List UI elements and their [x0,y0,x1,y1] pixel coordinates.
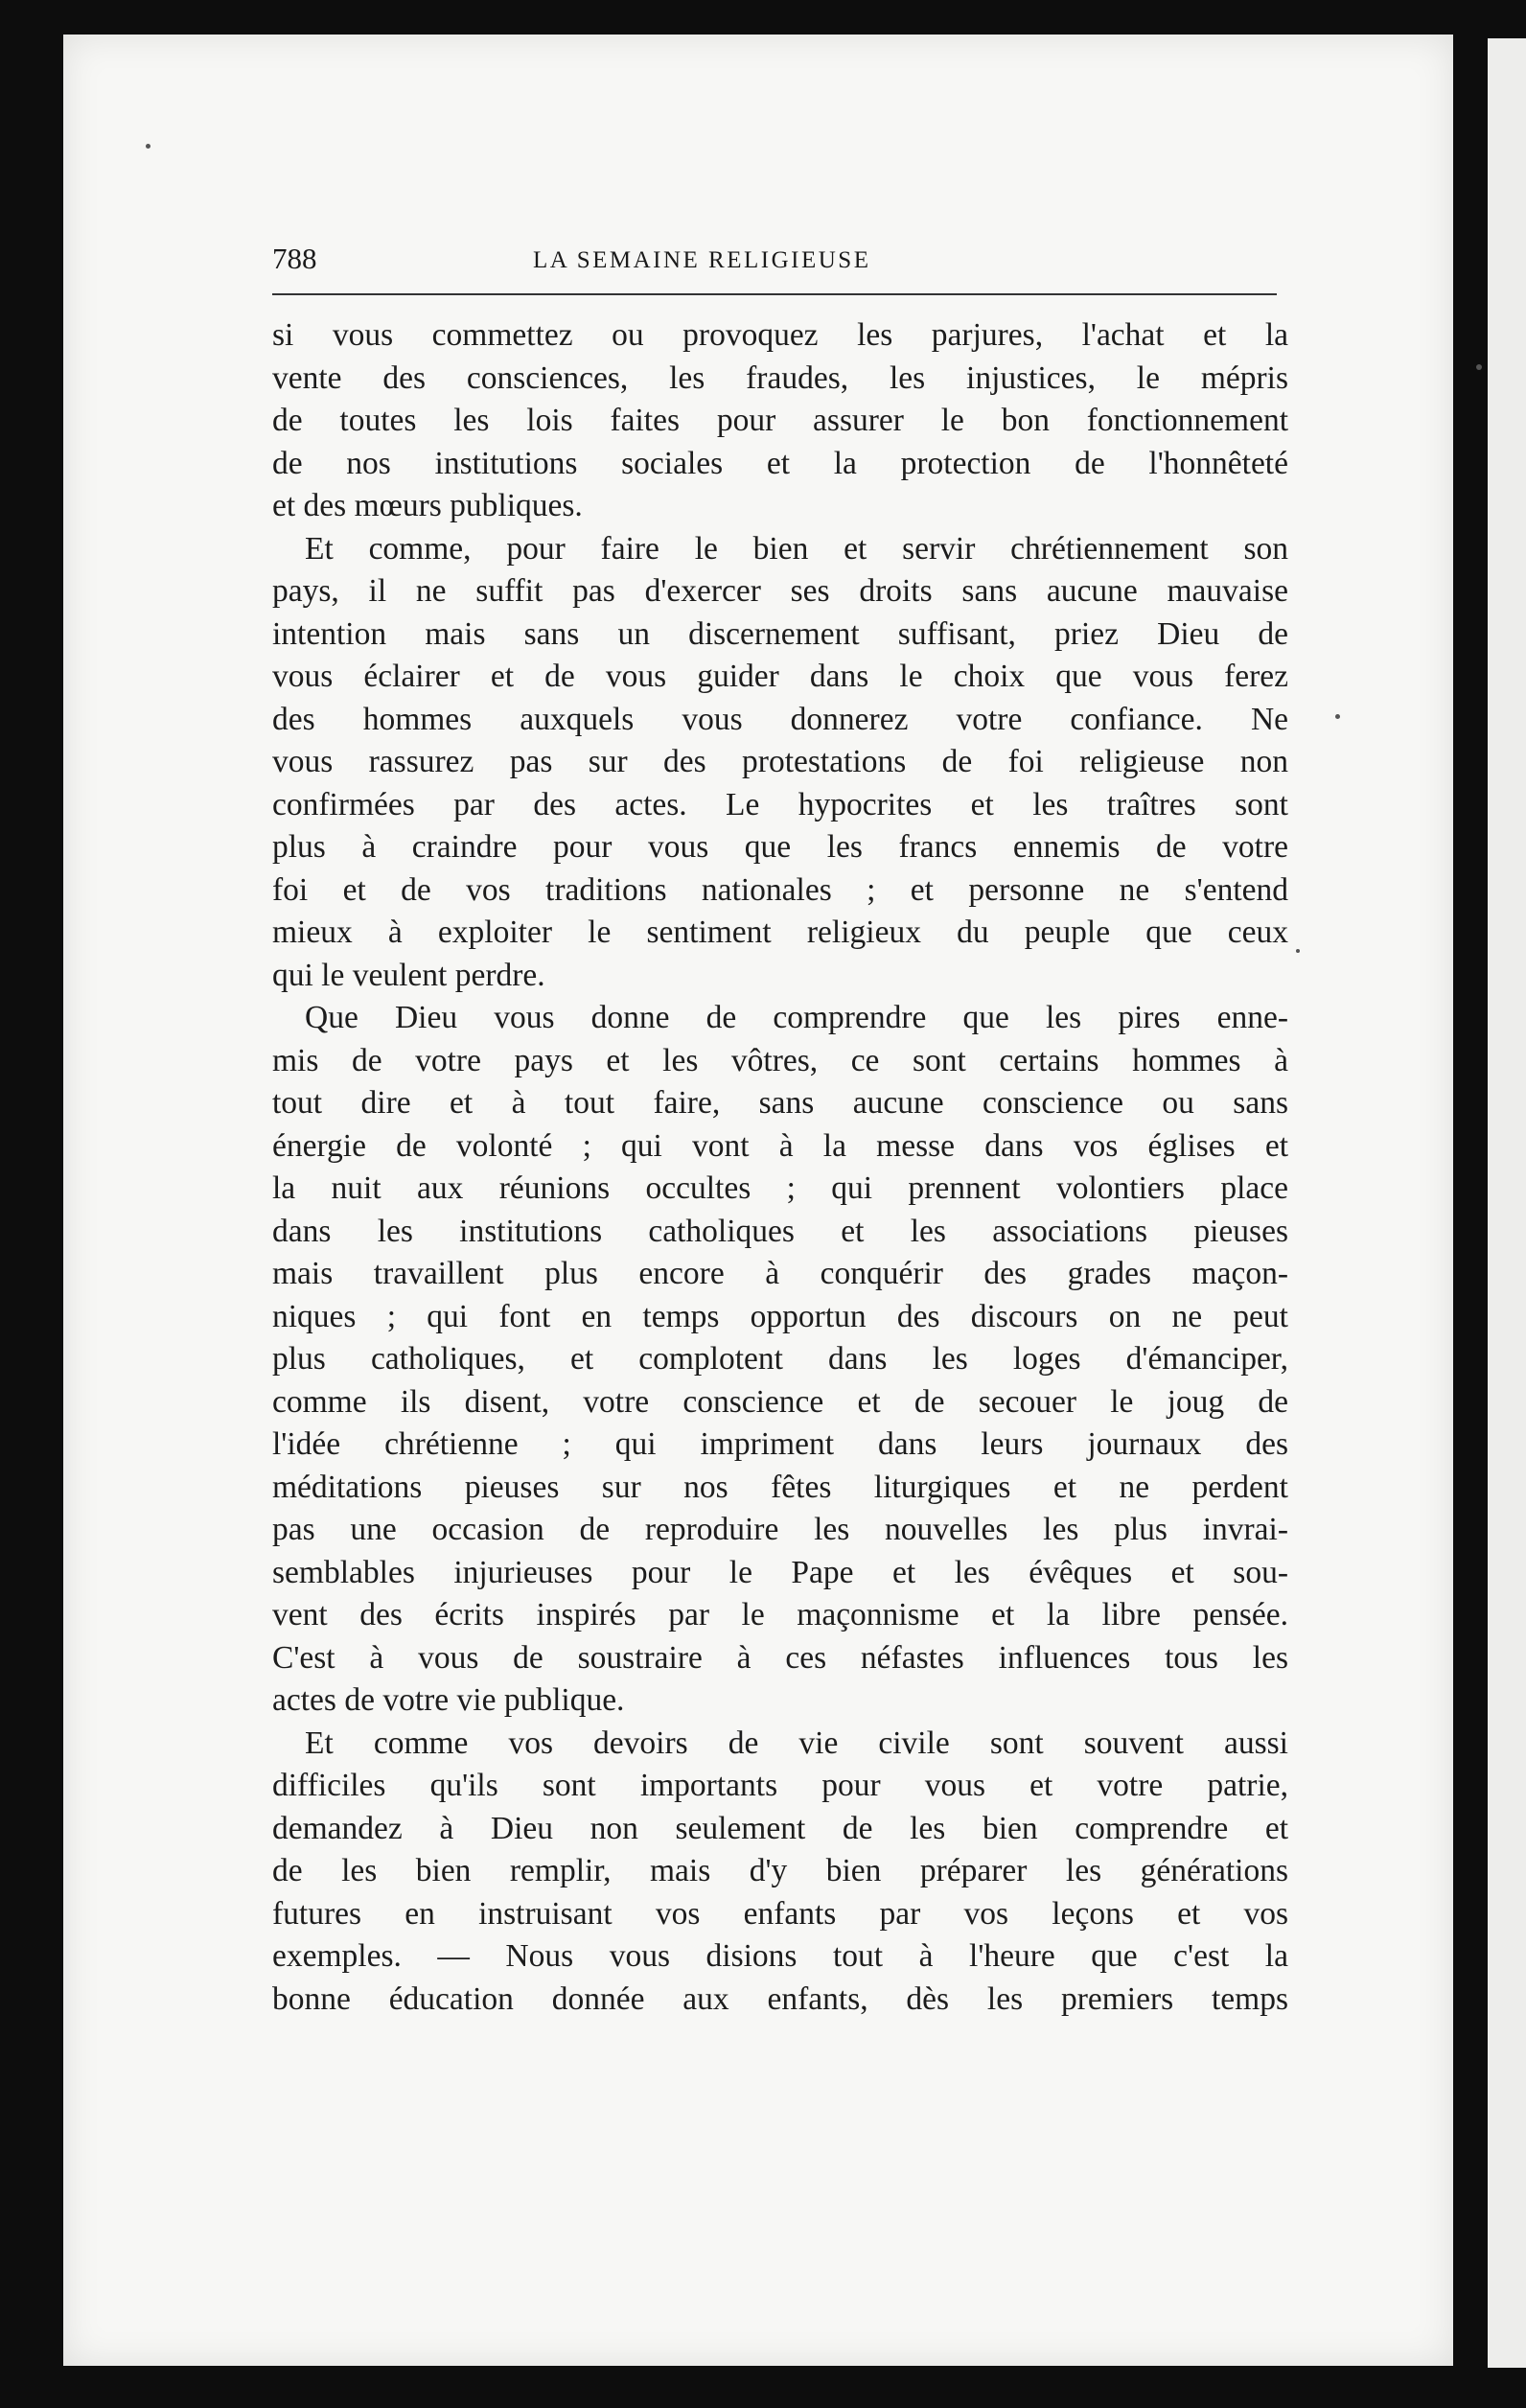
text-line: des hommes auxquels vous donnerez votre confiance. Ne [272,701,1288,737]
text-line: mieux à exploiter le sentiment religieux du peuple que ceux [272,915,1288,950]
text-line: vous rassurez pas sur des protestations de foi religieuse non [272,744,1288,779]
scan-speck [1476,364,1482,370]
text-line: plus catholiques, et complotent dans les loges d'émanciper, [272,1341,1288,1377]
text-line: de toutes les lois faites pour assurer le bon fonctionnement [272,403,1288,438]
text-line: Et comme vos devoirs de vie civile sont souvent aussi [305,1725,1288,1761]
text-line: vous éclairer et de vous guider dans le choix que vous ferez [272,659,1288,694]
paragraph [272,1723,1288,2022]
text-line: qui le veulent perdre. [272,957,545,993]
text-line: foi et de vos traditions nationales ; et personne ne s'entend [272,871,1288,908]
text-line: méditations pieuses sur nos fêtes liturgiques et ne perdent [272,1469,1288,1505]
scan-speck [1296,949,1300,953]
text-line: énergie de volonté ; qui vont à la messe dans vos églises et [272,1127,1288,1164]
text-line: C'est à vous de soustraire à ces néfastes influences tous les [272,1639,1288,1676]
text-line: dans les institutions catholiques et les associations pieuses [272,1213,1288,1249]
text-line: Que Dieu vous donne de comprendre que les pires enne- [305,1000,1288,1035]
header-rule [272,293,1277,295]
text-line: et des mœurs publiques. [272,488,583,523]
text-line: mais travaillent plus encore à conquérir des grades maçon- [272,1256,1288,1291]
paragraph [272,997,1288,1723]
text-line: exemples. — Nous vous disions tout à l'heure que c'est la [272,1938,1288,1974]
text-line: si vous commettez ou provoquez les parjures, l'achat et la [272,317,1288,353]
text-line: futures en instruisant vos enfants par vos leçons et vos [272,1895,1288,1932]
running-title: LA SEMAINE RELIGIEUSE [533,247,871,273]
scan-speck [1335,714,1340,719]
paragraph [272,528,1288,998]
paragraph [272,314,1288,528]
text-line: demandez à Dieu non seulement de les bien comprendre et [272,1810,1288,1846]
scan-speck [146,144,150,149]
text-line: de nos institutions sociales et la protection de l'honnêteté [272,445,1288,481]
text-line: vent des écrits inspirés par le maçonnisme et la libre pensée. [272,1597,1288,1632]
text-line: la nuit aux réunions occultes ; qui prennent volontiers place [272,1170,1288,1206]
text-line: tout dire et à tout faire, sans aucune conscience ou sans [272,1085,1288,1121]
text-line: actes de votre vie publique. [272,1682,625,1718]
text-line: pays, il ne suffit pas d'exercer ses droits sans aucune mauvaise [272,573,1288,609]
text-line: niques ; qui font en temps opportun des discours on ne peut [272,1298,1288,1334]
text-line: comme ils disent, votre conscience et de secouer le joug de [272,1383,1288,1420]
text-line: plus à craindre pour vous que les francs ennemis de votre [272,829,1288,865]
text-line: pas une occasion de reproduire les nouvelles les plus invrai- [272,1512,1288,1547]
text-line: Et comme, pour faire le bien et servir chrétiennement son [305,530,1288,567]
text-line: mis de votre pays et les vôtres, ce sont certains hommes à [272,1042,1288,1078]
text-line: l'idée chrétienne ; qui impriment dans leurs journaux des [272,1426,1288,1462]
text-line: de les bien remplir, mais d'y bien préparer les générations [272,1853,1288,1888]
page-number: 788 [272,242,317,275]
text-line: bonne éducation donnée aux enfants, dès les premiers temps [272,1980,1288,2017]
body-text [272,314,1288,2021]
text-line: difficiles qu'ils sont importants pour vous et votre patrie, [272,1768,1288,1803]
text-line: intention mais sans un discernement suffisant, priez Dieu de [272,615,1288,652]
text-line: vente des consciences, les fraudes, les injustices, le mépris [272,359,1288,396]
text-line: confirmées par des actes. Le hypocrites et les traîtres sont [272,786,1288,822]
page-header [272,242,1288,280]
adjacent-page-edge [1488,38,1526,2368]
text-line: semblables injurieuses pour le Pape et les évêques et sou- [272,1554,1288,1590]
